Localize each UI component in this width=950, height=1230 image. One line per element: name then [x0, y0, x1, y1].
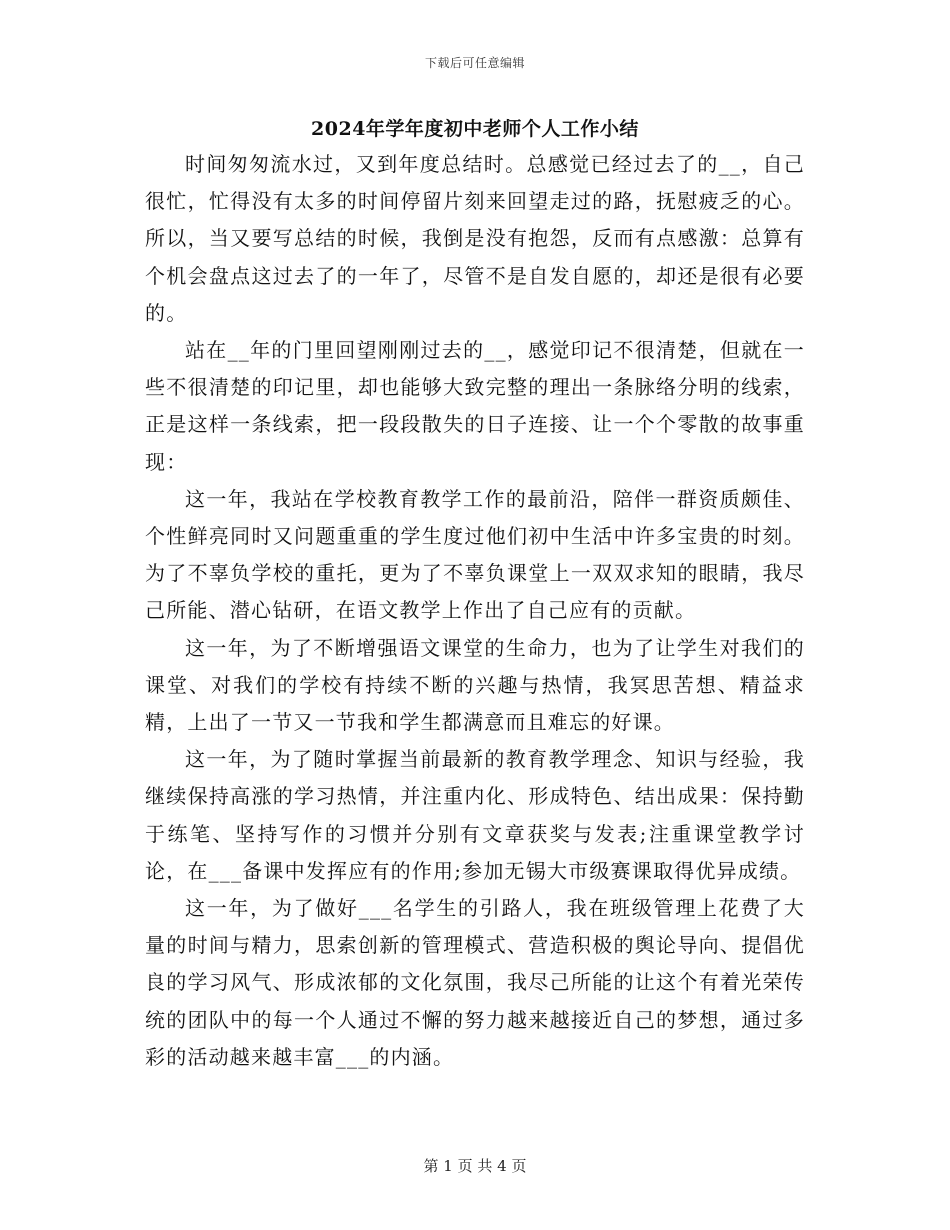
document-title: 2024年学年度初中老师个人工作小结 [311, 118, 639, 140]
paragraph: 时间匆匆流水过，又到年度总结时。总感觉已经过去了的__，自己很忙，忙得没有太多的时间停留片刻来回望走过的路，抚慰疲乏的心。所以，当又要写总结的时候，我倒是没有抱怨，反而有点感激：总算有个机会盘点这过去了的一年了，尽管不是自发自愿的，却还是很有必要的。 [145, 152, 805, 325]
paragraph: 这一年，我站在学校教育教学工作的最前沿，陪伴一群资质颇佳、个性鲜亮同时又问题重重的学生度过他们初中生活中许多宝贵的时刻。为了不辜负学校的重托，更为了不辜负课堂上一双双求知的眼睛，我尽己所能、潜心钻研，在语文教学上作出了自己应有的贡献。 [145, 486, 805, 623]
page-number: 第 1 页 共 4 页 [423, 1157, 527, 1175]
header-note: 下载后可任意编辑 [424, 56, 525, 70]
document-body [145, 146, 805, 1076]
paragraph: 这一年，为了随时掌握当前最新的教育教学理念、知识与经验，我继续保持高涨的学习热情，并注重内化、形成特色、结出成果：保持勤于练笔、坚持写作的习惯并分别有文章获奖与发表;注重课堂教学讨论，在___备课中发挥应有的作用;参加无锡大市级赛课取得优异成绩。 [145, 747, 805, 883]
paragraph: 这一年，为了不断增强语文课堂的生命力，也为了让学生对我们的课堂、对我们的学校有持续不断的兴趣与热情，我冥思苦想、精益求精，上出了一节又一节我和学生都满意而且难忘的好课。 [145, 635, 805, 735]
paragraph: 这一年，为了做好___名学生的引路人，我在班级管理上花费了大量的时间与精力，思索创新的管理模式、营造积极的舆论导向、提倡优良的学习风气、形成浓郁的文化氛围，我尽己所能的让这个有着光荣传统的团队中的每一个人通过不懈的努力越来越接近自己的梦想，通过多彩的活动越来越丰富___的内涵。 [145, 896, 805, 1069]
paragraph: 站在__年的门里回望刚刚过去的__，感觉印记不很清楚，但就在一些不很清楚的印记里，却也能够大致完整的理出一条脉络分明的线索，正是这样一条线索，把一段段散失的日子连接、让一个个零散的故事重现： [145, 338, 805, 474]
